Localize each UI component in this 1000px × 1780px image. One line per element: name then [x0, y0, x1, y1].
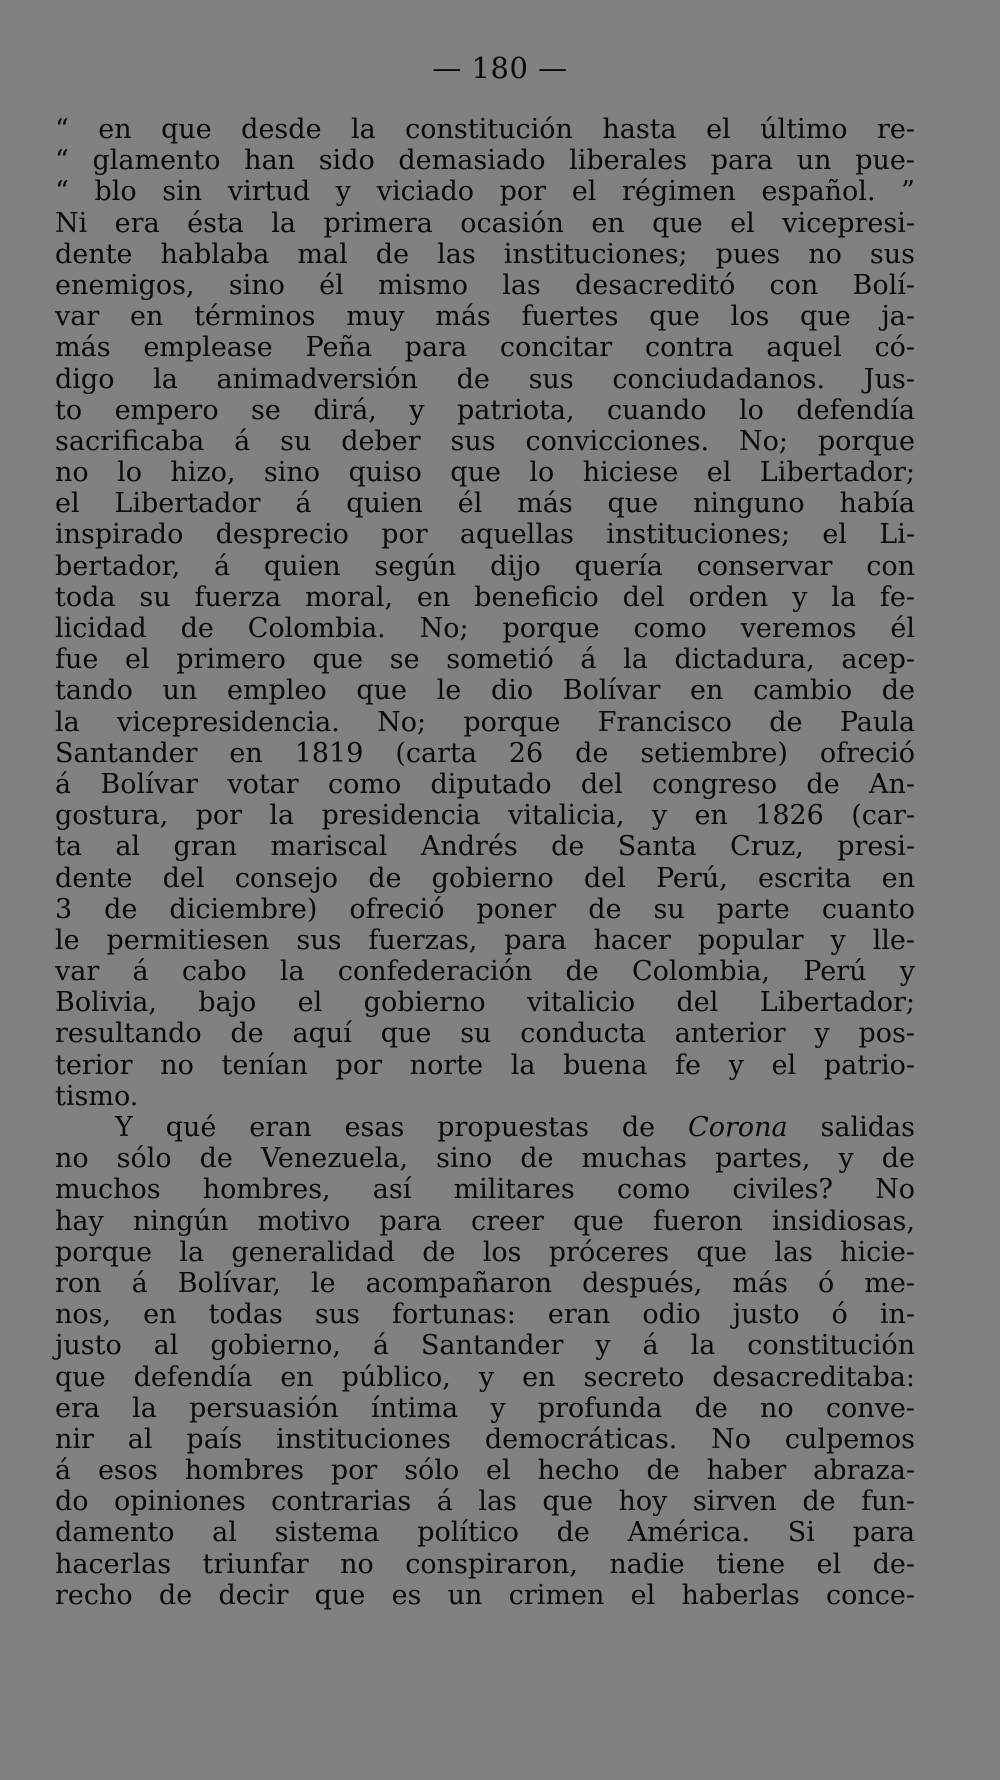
text-line: terior no tenían por norte la buena fe y el patrio- — [55, 1049, 915, 1081]
text-line: la vicepresidencia. No; porque Francisco de Paula — [55, 706, 915, 738]
text-line: dente hablaba mal de las instituciones; pues no sus — [55, 238, 915, 270]
text-line: era la persuasión íntima y profunda de no conve- — [55, 1392, 915, 1424]
text-line: licidad de Colombia. No; porque como veremos él — [55, 613, 915, 644]
italic-word: Corona — [688, 1112, 788, 1143]
text-line: toda su fuerza moral, en beneficio del orden y la fe- — [55, 581, 915, 613]
text-line: “ blo sin virtud y viciado por el régimen español. ” — [55, 176, 915, 208]
text-line: hacerlas triunfar no conspiraron, nadie tiene el de- — [55, 1548, 915, 1580]
text-line: nir al país instituciones democráticas. No culpemos — [55, 1423, 915, 1455]
text-line: á Bolívar votar como diputado del congreso de An- — [55, 768, 915, 800]
paragraph-1 — [55, 114, 915, 1112]
text-line: le permitiesen sus fuerzas, para hacer popular y lle- — [55, 924, 915, 956]
text-line — [55, 1112, 915, 1143]
text-line: fue el primero que se sometió á la dictadura, acep- — [55, 644, 915, 676]
text-line: tismo. — [55, 1080, 139, 1112]
text-line: más emplease Peña para concitar contra aquel có- — [55, 332, 915, 364]
text-line: ta al gran mariscal Andrés de Santa Cruz, presi- — [55, 831, 915, 863]
text-line: recho de decir que es un crimen el haberlas conce- — [55, 1579, 915, 1611]
text-line: do opiniones contrarias á las que hoy sirven de fun- — [55, 1486, 915, 1518]
text-line: var á cabo la confederación de Colombia, Perú y — [55, 956, 915, 988]
text-run: Y qué eran esas propuestas de — [115, 1112, 656, 1143]
text-line: Santander en 1819 (carta 26 de setiembre) ofreció — [55, 737, 915, 769]
page-number: — 180 — — [432, 51, 568, 85]
text-line: á esos hombres por sólo el hecho de haber abraza- — [55, 1455, 915, 1487]
body-text — [55, 114, 915, 1611]
text-line: damento al sistema político de América. Si para — [55, 1517, 915, 1549]
text-line: no lo hizo, sino quiso que lo hiciese el Libertador; — [55, 457, 915, 489]
text-line: 3 de diciembre) ofreció poner de su parte cuanto — [55, 893, 915, 925]
paragraph-2 — [55, 1112, 915, 1611]
text-line: nos, en todas sus fortunas: eran odio justo ó in- — [55, 1299, 915, 1331]
text-line: sacrificaba á su deber sus convicciones. No; porque — [55, 425, 915, 457]
text-line: tando un empleo que le dio Bolívar en cambio de — [55, 675, 915, 707]
text-line: dente del consejo de gobierno del Perú, escrita en — [55, 862, 915, 894]
text-line: hay ningún motivo para creer que fueron insidiosas, — [55, 1205, 915, 1237]
text-line: no sólo de Venezuela, sino de muchas partes, y de — [55, 1143, 915, 1175]
text-line: muchos hombres, así militares como civiles? No — [55, 1174, 915, 1206]
text-line: “ glamento han sido demasiado liberales para un pue- — [55, 145, 915, 177]
text-line: to empero se dirá, y patriota, cuando lo defendía — [55, 394, 915, 426]
text-line: justo al gobierno, á Santander y á la constitución — [55, 1330, 915, 1362]
text-line: var en términos muy más fuertes que los que ja- — [55, 301, 915, 333]
text-line: resultando de aquí que su conducta anterior y pos- — [55, 1018, 915, 1050]
text-line: gostura, por la presidencia vitalicia, y en 1826 (car- — [55, 800, 915, 832]
text-line: “ en que desde la constitución hasta el último re- — [55, 114, 915, 145]
text-line: inspirado desprecio por aquellas instituciones; el Li- — [55, 519, 915, 551]
text-line: porque la generalidad de los próceres que las hicie- — [55, 1236, 915, 1268]
text-line: bertador, á quien según dijo quería conservar con — [55, 550, 915, 582]
text-line: Ni era ésta la primera ocasión en que el vicepresi- — [55, 207, 915, 239]
text-line: ron á Bolívar, le acompañaron después, más ó me- — [55, 1267, 915, 1299]
text-line: enemigos, sino él mismo las desacreditó con Bolí- — [55, 269, 915, 301]
text-line: Bolivia, bajo el gobierno vitalicio del Libertador; — [55, 987, 915, 1019]
text-run: salidas — [820, 1112, 915, 1143]
text-line: el Libertador á quien él más que ninguno había — [55, 488, 915, 520]
text-line: digo la animadversión de sus conciudadanos. Jus- — [55, 363, 915, 395]
text-line: que defendía en público, y en secreto desacreditaba: — [55, 1361, 915, 1393]
